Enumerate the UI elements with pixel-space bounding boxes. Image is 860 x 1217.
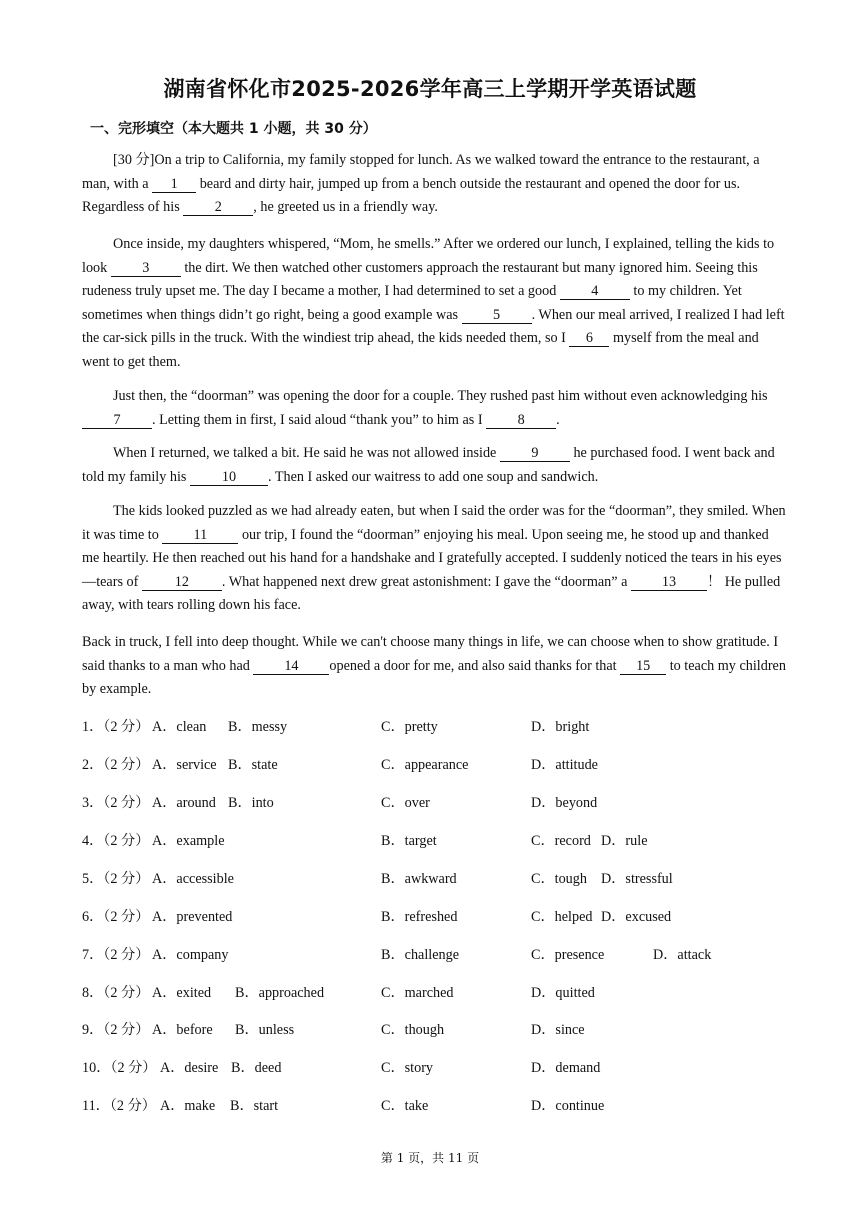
passage-text: Back in truck, I fell into deep thought. While we can't choose many things in life, we can choose when to show gratitude. I said thanks to a man who had	[82, 634, 779, 674]
question-row	[82, 868, 782, 888]
passage-text: . What happened next drew great astonishment: I gave the “doorman” a	[221, 573, 631, 590]
option-a[interactable]: A．clean	[152, 719, 207, 735]
question-row	[82, 944, 782, 964]
question-number: 1．（2 分）	[82, 719, 150, 735]
option-b[interactable]: B．refreshed	[381, 909, 458, 925]
question-row	[82, 982, 782, 1002]
question-number: 5．（2 分）	[82, 871, 150, 887]
option-c[interactable]: C．record	[531, 833, 591, 849]
option-c[interactable]: C．marched	[381, 985, 454, 1001]
option-a[interactable]: A．make	[160, 1098, 216, 1114]
passage-paragraph-2	[82, 233, 787, 374]
passage-text: he purchased food. I went back and told my family his	[82, 445, 775, 485]
option-c[interactable]: C．over	[381, 795, 430, 811]
option-c[interactable]: C．though	[381, 1022, 445, 1038]
question-number: 7．（2 分）	[82, 947, 150, 963]
passage-text: . Then I asked our waitress to add one soup and sandwich.	[267, 468, 599, 485]
question-number: 2．（2 分）	[82, 757, 150, 773]
blank-2: 2	[183, 199, 253, 216]
option-b[interactable]: B．into	[228, 795, 274, 811]
passage-text: to my children. Yet sometimes when things didn’t go right, being a good example was	[82, 283, 742, 323]
page-title: 湖南省怀化市2025-2026学年高三上学期开学英语试题	[163, 77, 697, 101]
option-a[interactable]: A．before	[152, 1022, 213, 1038]
question-number: 6．（2 分）	[82, 909, 150, 925]
passage-paragraph-6	[82, 631, 787, 702]
blank-3: 3	[111, 260, 181, 277]
option-b[interactable]: B．approached	[235, 985, 325, 1001]
question-number: 3．（2 分）	[82, 795, 150, 811]
option-a[interactable]: A．around	[152, 795, 216, 811]
question-number: 4．（2 分）	[82, 833, 150, 849]
option-b[interactable]: B．state	[228, 757, 278, 773]
passage-text: opened a door for me, and also said thanks for that	[329, 657, 621, 674]
option-c[interactable]: C．presence	[531, 947, 605, 963]
question-row	[82, 1095, 782, 1115]
passage-text: . Letting them in first, I said aloud “thank you” to him as I	[152, 411, 487, 428]
question-row	[82, 792, 782, 812]
blank-13: 13	[631, 574, 707, 591]
passage-text: .	[556, 411, 560, 428]
option-d[interactable]: D．beyond	[531, 795, 598, 811]
option-b[interactable]: B．awkward	[381, 871, 457, 887]
option-c[interactable]: C．pretty	[381, 719, 438, 735]
passage-text: , he greeted us in a friendly way.	[253, 199, 438, 215]
passage-text: beard and dirty hair, jumped up from a bench outside the restaurant and opened the door for us. Regardless of his	[82, 175, 741, 215]
question-row	[82, 716, 782, 736]
passage-paragraph-3	[82, 385, 787, 432]
option-d[interactable]: D．attitude	[531, 757, 598, 773]
passage-text: The kids looked puzzled as we had already eaten, but when I said the order was for the “doorman”, they smiled. When it was time to	[82, 503, 786, 543]
blank-15: 15	[620, 658, 666, 675]
question-row	[82, 1019, 782, 1039]
blank-5: 5	[462, 307, 532, 324]
page-footer: 第 1 页，共 11 页	[380, 1151, 480, 1165]
blank-9: 9	[500, 445, 570, 462]
option-a[interactable]: A．accessible	[152, 871, 234, 887]
option-b[interactable]: B．start	[230, 1098, 279, 1114]
option-b[interactable]: B．deed	[231, 1060, 282, 1076]
option-d[interactable]: D．demand	[531, 1060, 601, 1076]
passage-paragraph-5	[82, 500, 787, 618]
option-d[interactable]: D．continue	[531, 1098, 605, 1114]
option-b[interactable]: B．challenge	[381, 947, 460, 963]
option-a[interactable]: A．exited	[152, 985, 212, 1001]
blank-10: 10	[190, 469, 268, 486]
passage-text: [30 分]On a trip to California, my family stopped for lunch. As we walked toward the entrance to the restaurant, a man, with a	[82, 152, 760, 192]
passage-text: ！ He pulled away, with tears rolling down his face.	[82, 573, 781, 613]
blank-12: 12	[142, 574, 222, 591]
blank-11: 11	[162, 527, 238, 544]
option-a[interactable]: A．example	[152, 833, 225, 849]
passage-text: to teach my children by example.	[82, 657, 786, 697]
passage-text: Once inside, my daughters whispered, “Mom, he smells.” After we ordered our lunch, I explained, telling the kids to look	[82, 236, 775, 276]
passage-text: Just then, the “doorman” was opening the door for a couple. They rushed past him without even acknowledging his	[113, 388, 768, 404]
question-number: 10．（2 分）	[82, 1060, 157, 1076]
option-c[interactable]: C．appearance	[381, 757, 469, 773]
option-a[interactable]: A．company	[152, 947, 229, 963]
option-d[interactable]: D．bright	[531, 719, 590, 735]
question-row	[82, 754, 782, 774]
passage-text: myself from the meal and went to get them.	[82, 330, 759, 370]
question-number: 11．（2 分）	[82, 1098, 156, 1114]
passage-text: the dirt. We then watched other customers approach the restaurant but many ignored him. Seeing this rudeness truly upset me. The day I became a mother, I had determined to set a good	[82, 259, 758, 299]
option-d[interactable]: D．attack	[653, 947, 712, 963]
passage-text: . When our meal arrived, I realized I had left the car-sick pills in the truck. With the windiest trip ahead, the kids needed them, so I	[82, 306, 785, 346]
option-c[interactable]: C．helped	[531, 909, 593, 925]
option-b[interactable]: B．unless	[235, 1022, 295, 1038]
option-c[interactable]: C．story	[381, 1060, 434, 1076]
passage-text: When I returned, we talked a bit. He said he was not allowed inside	[113, 445, 500, 461]
question-row	[82, 1057, 782, 1077]
option-d[interactable]: D．excused	[601, 909, 672, 925]
option-c[interactable]: C．take	[381, 1098, 429, 1114]
option-d[interactable]: D．quitted	[531, 985, 595, 1001]
question-row	[82, 830, 782, 850]
blank-8: 8	[486, 412, 556, 429]
question-number: 9．（2 分）	[82, 1022, 150, 1038]
blank-14: 14	[253, 658, 329, 675]
blank-1: 1	[152, 176, 196, 193]
question-row	[82, 906, 782, 926]
option-d[interactable]: D．since	[531, 1022, 585, 1038]
blank-7: 7	[82, 412, 152, 429]
option-a[interactable]: A．prevented	[152, 909, 233, 925]
passage-text: our trip, I found the “doorman” enjoying his meal. Upon seeing me, he stood up and thanked me heartily. He then reached out his hand for a handshake and I gratefully accepted. I suddenly noticed the tears in his eyes—tears of	[82, 526, 782, 590]
blank-6: 6	[569, 330, 609, 347]
question-number: 8．（2 分）	[82, 985, 150, 1001]
option-a[interactable]: A．service	[152, 757, 217, 773]
option-c[interactable]: C．tough	[531, 871, 587, 887]
blank-4: 4	[560, 283, 630, 300]
option-d[interactable]: D．rule	[601, 833, 648, 849]
passage-paragraph-1	[82, 149, 787, 220]
option-b[interactable]: B．messy	[228, 719, 288, 735]
section-heading: 一、完形填空（本大题共 1 小题，共 30 分）	[90, 121, 377, 137]
option-d[interactable]: D．stressful	[601, 871, 673, 887]
option-b[interactable]: B．target	[381, 833, 437, 849]
option-a[interactable]: A．desire	[160, 1060, 219, 1076]
passage-paragraph-4	[82, 442, 787, 489]
